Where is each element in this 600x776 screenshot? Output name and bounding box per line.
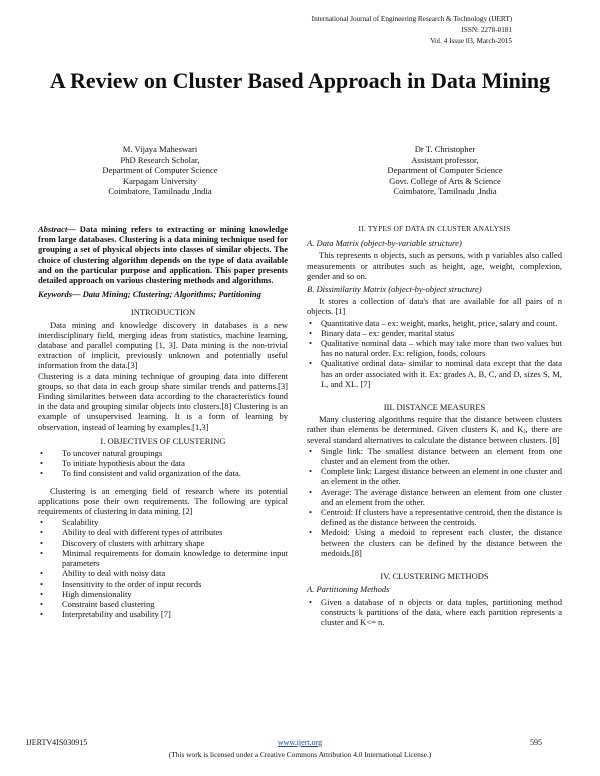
list-item: • To initiate hypothesis about the data [52,458,288,468]
journal-name: International Journal of Engineering Research & Technology (IJERT) [311,15,512,23]
list-item: • Insensitivity to the order of input records [52,579,288,589]
list-item: • Discovery of clusters with arbitrary shape [52,538,288,548]
right-column [307,224,562,630]
list-item: • Constraint based clustering [52,599,288,609]
requirements-list [38,517,288,619]
list-item: • Ability to deal with different types of attributes [52,527,288,537]
section-heading-introduction: INTRODUCTION [130,307,196,318]
author-dept: Department of Computer Science [387,165,503,176]
partitioning-list [307,597,562,628]
list-item: • Centroid: If clusters have a representative centroid, then the distance is defined as the distance between the centroids. [321,507,562,527]
list-item: • Interpretability and usability [7] [52,609,288,619]
intro-paragraph-1: Data mining and knowledge discovery in databases is a new interdisciplinary field, merging ideas from statistics, machine learning, database and parallel computing [1, 3]. Data mining is the non-trivial extraction of implicit, previously unknown and potentially useful information from the data.[3] [38,319,288,371]
list-item: • Minimal requirements for domain knowledge to determine input parameters [52,548,288,568]
list-item: • Complete link: Largest distance between an element in one cluster and an element in the other. [321,466,562,486]
section-heading-methods: IV. CLUSTERING METHODS [380,571,489,582]
section-heading-distance: III. DISTANCE MEASURES [383,402,486,413]
author-block-2 [360,144,530,197]
author-place: Coimbatore, Tamilnadu ,India [108,186,212,197]
abstract-label: Abstract— [38,224,76,234]
list-item: • High dimensionality [52,589,288,599]
section-heading-types: II. TYPES OF DATA IN CLUSTER ANALYSIS [358,224,511,233]
list-item: • Quantitative data – ex: weight, marks, height, price, salary and count. [321,318,562,328]
section-heading-objectives: I. OBJECTIVES OF CLUSTERING [100,435,226,446]
left-column [38,224,288,622]
data-matrix-text: This represents n objects, such as persons, with p variables also called measurements or attributes such as height, age, weight, complexion, gender and so on. [307,250,562,281]
author-dept: Department of Computer Science [102,165,218,176]
author-inst: Govt. College of Arts & Science [389,175,501,186]
author-block-1 [80,144,240,197]
list-item: • To find consistent and valid organization of the data. [52,468,288,478]
keywords: Keywords— Data Mining; Clustering; Algorithms; Partitioning [38,289,261,300]
author-role: PhD Research Scholar, [120,154,200,165]
list-item: • Single link: The smallest distance between an element from one cluster and an element from the other. [321,446,562,466]
author-name: Dr T. Christopher [414,144,476,154]
license-note: (This work is licensed under a Creative Commons Attribution 4.0 International License.) [168,750,432,759]
list-item: • Medoid: Using a medoid to represent each cluster, the distance between the clusters can be defined by the distance between the medoids.[8] [321,527,562,558]
objectives-list [38,448,288,479]
distance-intro: Many clustering algorithms require that the distance between clusters rather than elements be determined. Given clusters Kᵢ and Kⱼ, there are several standard alternatives to calculate the distance between clusters. [8] [307,414,562,445]
list-item: • Given a database of n objects or data tuples, partitioning method constructs k partitions of the data, where each partition represents a cluster and K<= n. [321,597,562,628]
paper-title: A Review on Cluster Based Approach in Data Mining [49,68,551,93]
subsection-data-matrix: A. Data Matrix (object-by-variable structure) [307,238,462,249]
distance-measures-list [307,446,562,558]
abstract [38,224,288,285]
subsection-dissimilarity-matrix: B. Dissimilarity Matrix (object-by-object structure) [307,284,482,295]
list-item: • Binary data – ex: gender, marital status [321,328,562,338]
paper-code: IJERTV4IS030915 [26,738,88,747]
journal-header [312,14,512,47]
author-inst: Karpagam University [122,175,198,186]
dissimilarity-text: It stores a collection of data's that are available for all pairs of n objects. [1] [307,296,562,317]
page-number: 595 [530,738,542,747]
author-name: M. Vijaya Maheswari [122,144,198,154]
intro-paragraph-2: Clustering is a data mining technique of grouping data into different groups, so that data in each group share similar trends and patterns.[3] Finding similarities between data according to the characteristics found in the data and grouping similar objects into clusters.[8] Clustering is an example of unsupervised learning. It is a form of learning by observation, instead of learning by examples.[1,3] [38,370,288,432]
list-item: • Average: The average distance between an element from one cluster and an element from the other. [321,487,562,507]
journal-link[interactable]: www.ijert.org [277,738,323,747]
list-item: • Qualitative ordinal data- similar to nominal data except that the data has an order associated with it. Ex: grades A, B, C, and D, sizes S, M, L, and XL. [7] [321,358,562,389]
author-role: Assistant professor, [411,154,479,165]
list-item: • Qualitative nominal data – which may take more than two values but has no natural order. Ex: religion, foods, colours [321,338,562,358]
journal-issn: ISSN: 2278-0181 [461,26,512,34]
subsection-partitioning: A. Partitioning Methods [307,584,390,595]
requirements-intro: Clustering is an emerging field of research where its potential applications pose their own requirements. The following are typical requirements of clustering in data mining. [2] [38,485,288,517]
list-item: • Ability to deal with noisy data [52,568,288,578]
abstract-text: Data mining refers to extracting or mining knowledge from large databases. Clustering is a data mining technique used for grouping a set of physical objects into classes of similar objects. The choice of clustering algorithm depends on the type of data available and on the particular purpose and application. This paper presents detailed approach on various clustering methods and algorithms. [38,224,288,286]
data-types-list [307,318,562,389]
list-item: • To uncover natural groupings [52,448,288,458]
journal-volume: Vol. 4 Issue 03, March-2015 [430,37,512,45]
author-place: Coimbatore, Tamilnadu ,India [393,186,497,197]
list-item: • Scalability [52,517,288,527]
